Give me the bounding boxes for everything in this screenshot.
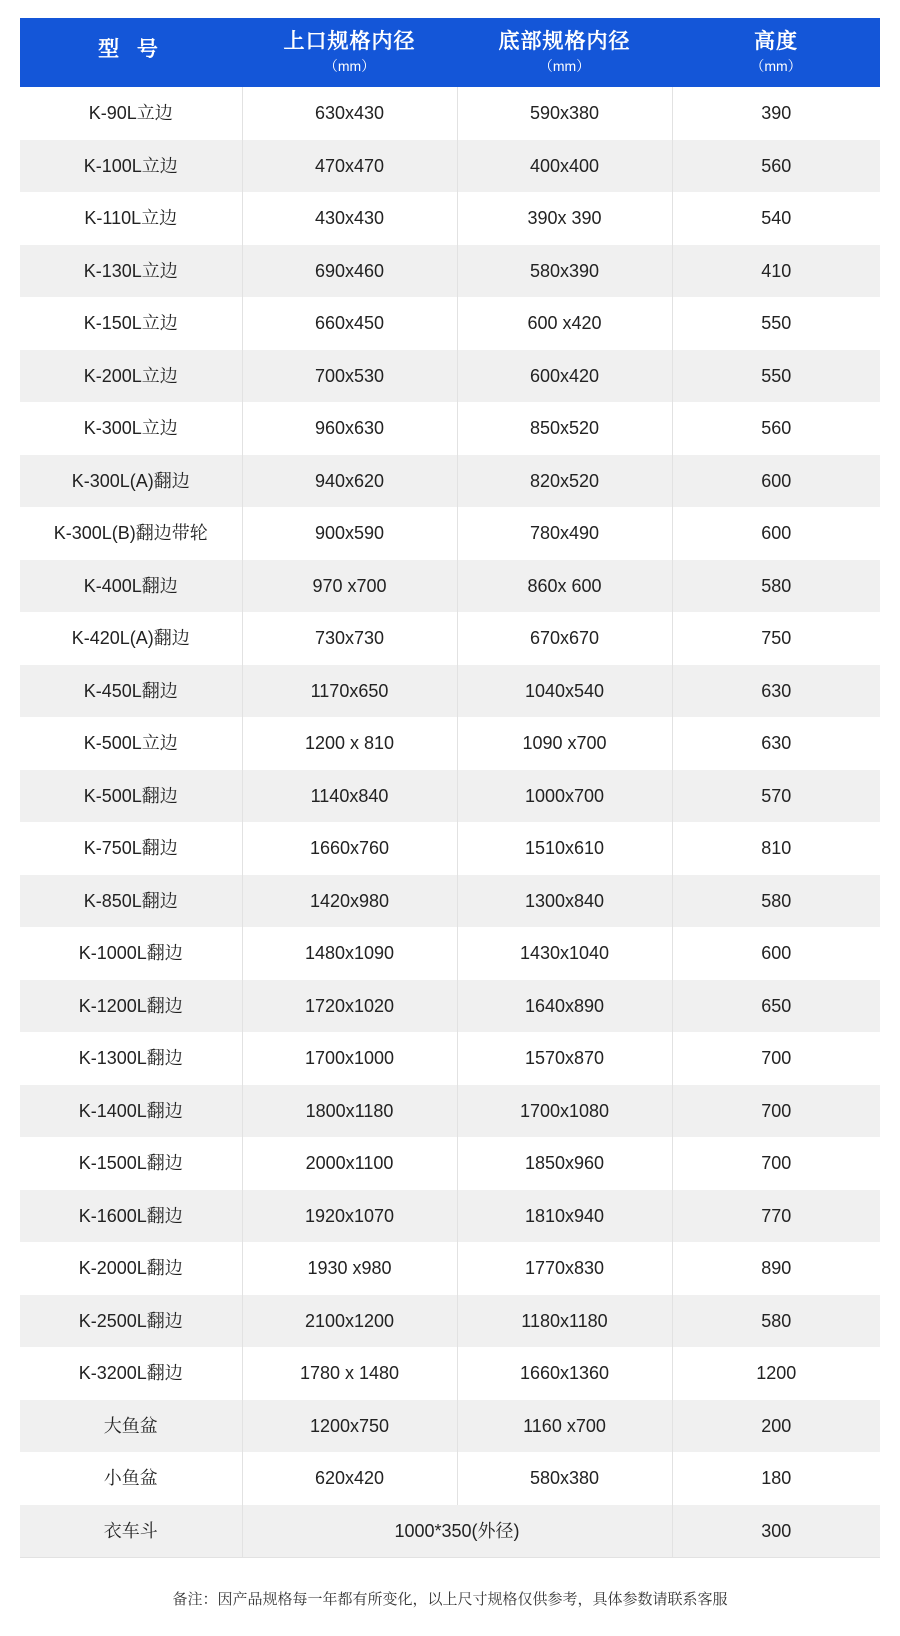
cell-bottom-size: 1300x840 — [457, 875, 672, 928]
cell-bottom-size: 590x380 — [457, 87, 672, 140]
cell-top-size: 730x730 — [242, 612, 457, 665]
cell-model: K-150L立边 — [20, 297, 242, 350]
cell-bottom-size: 580x390 — [457, 245, 672, 298]
column-header-model — [20, 18, 242, 87]
cell-model: 大鱼盆 — [20, 1400, 242, 1453]
cell-height: 700 — [672, 1032, 880, 1085]
cell-height: 580 — [672, 1295, 880, 1348]
cell-height: 630 — [672, 717, 880, 770]
table-row — [20, 1347, 880, 1400]
specification-table — [20, 18, 880, 1558]
cell-bottom-size: 1040x540 — [457, 665, 672, 718]
table-row — [20, 1505, 880, 1558]
table-row — [20, 875, 880, 928]
table-row — [20, 1032, 880, 1085]
table-row — [20, 1137, 880, 1190]
cell-height: 650 — [672, 980, 880, 1033]
table-row — [20, 87, 880, 140]
cell-top-size: 1930 x980 — [242, 1242, 457, 1295]
cell-model: K-850L翻边 — [20, 875, 242, 928]
cell-model: K-500L立边 — [20, 717, 242, 770]
cell-bottom-size: 1700x1080 — [457, 1085, 672, 1138]
cell-top-size: 2100x1200 — [242, 1295, 457, 1348]
cell-height: 810 — [672, 822, 880, 875]
cell-top-size: 470x470 — [242, 140, 457, 193]
header-row — [20, 18, 880, 87]
cell-top-size: 1140x840 — [242, 770, 457, 823]
cell-top-size: 1170x650 — [242, 665, 457, 718]
cell-height: 550 — [672, 297, 880, 350]
cell-bottom-size: 1510x610 — [457, 822, 672, 875]
cell-merged-size: 1000*350(外径) — [242, 1505, 672, 1558]
cell-top-size: 1720x1020 — [242, 980, 457, 1033]
cell-top-size: 940x620 — [242, 455, 457, 508]
cell-bottom-size: 1660x1360 — [457, 1347, 672, 1400]
cell-model: K-400L翻边 — [20, 560, 242, 613]
column-header-top-size-unit: （mm） — [323, 57, 376, 74]
cell-height: 700 — [672, 1085, 880, 1138]
cell-height: 580 — [672, 560, 880, 613]
table-row — [20, 192, 880, 245]
cell-model: K-420L(A)翻边 — [20, 612, 242, 665]
cell-height: 580 — [672, 875, 880, 928]
cell-top-size: 690x460 — [242, 245, 457, 298]
column-header-top-size — [242, 18, 457, 87]
cell-height: 180 — [672, 1452, 880, 1505]
cell-height: 200 — [672, 1400, 880, 1453]
cell-top-size: 900x590 — [242, 507, 457, 560]
table-row — [20, 1295, 880, 1348]
cell-top-size: 1780 x 1480 — [242, 1347, 457, 1400]
cell-top-size: 1200x750 — [242, 1400, 457, 1453]
cell-bottom-size: 1770x830 — [457, 1242, 672, 1295]
table-row — [20, 560, 880, 613]
cell-height: 750 — [672, 612, 880, 665]
table-header — [20, 18, 880, 87]
table-row — [20, 350, 880, 403]
cell-model: K-90L立边 — [20, 87, 242, 140]
column-header-bottom-size-title: 底部规格内径 — [498, 30, 631, 53]
table-row — [20, 665, 880, 718]
cell-height: 560 — [672, 140, 880, 193]
cell-height: 890 — [672, 1242, 880, 1295]
cell-model: K-130L立边 — [20, 245, 242, 298]
cell-model: 小鱼盆 — [20, 1452, 242, 1505]
table-row — [20, 1452, 880, 1505]
cell-top-size: 1660x760 — [242, 822, 457, 875]
cell-height: 630 — [672, 665, 880, 718]
table-row — [20, 822, 880, 875]
cell-model: K-2000L翻边 — [20, 1242, 242, 1295]
table-row — [20, 980, 880, 1033]
cell-top-size: 960x630 — [242, 402, 457, 455]
cell-model: K-750L翻边 — [20, 822, 242, 875]
cell-bottom-size: 600 x420 — [457, 297, 672, 350]
cell-model: K-1400L翻边 — [20, 1085, 242, 1138]
cell-top-size: 1200 x 810 — [242, 717, 457, 770]
cell-top-size: 630x430 — [242, 87, 457, 140]
cell-bottom-size: 1090 x700 — [457, 717, 672, 770]
table-row — [20, 1400, 880, 1453]
footer-note: 备注：因产品规格每一年都有所变化，以上尺寸规格仅供参考，具体参数请联系客服 — [172, 1591, 728, 1609]
table-row — [20, 1085, 880, 1138]
cell-top-size: 620x420 — [242, 1452, 457, 1505]
table-row — [20, 717, 880, 770]
column-header-bottom-size — [457, 18, 672, 87]
table-row — [20, 1190, 880, 1243]
table-row — [20, 402, 880, 455]
cell-model: K-300L(A)翻边 — [20, 455, 242, 508]
table-row — [20, 297, 880, 350]
cell-model: 衣车斗 — [20, 1505, 242, 1558]
cell-model: K-300L(B)翻边带轮 — [20, 507, 242, 560]
table-row — [20, 770, 880, 823]
cell-top-size: 1920x1070 — [242, 1190, 457, 1243]
cell-bottom-size: 780x490 — [457, 507, 672, 560]
column-header-model-title: 型 号 — [98, 38, 164, 62]
cell-bottom-size: 1000x700 — [457, 770, 672, 823]
cell-top-size: 1700x1000 — [242, 1032, 457, 1085]
cell-bottom-size: 1850x960 — [457, 1137, 672, 1190]
cell-bottom-size: 1180x1180 — [457, 1295, 672, 1348]
cell-height: 390 — [672, 87, 880, 140]
table-row — [20, 1242, 880, 1295]
cell-height: 1200 — [672, 1347, 880, 1400]
cell-height: 550 — [672, 350, 880, 403]
cell-top-size: 430x430 — [242, 192, 457, 245]
cell-height: 560 — [672, 402, 880, 455]
cell-height: 410 — [672, 245, 880, 298]
cell-bottom-size: 1570x870 — [457, 1032, 672, 1085]
table-row — [20, 507, 880, 560]
cell-top-size: 970 x700 — [242, 560, 457, 613]
cell-bottom-size: 1430x1040 — [457, 927, 672, 980]
column-header-top-size-title: 上口规格内径 — [283, 30, 416, 53]
cell-bottom-size: 860x 600 — [457, 560, 672, 613]
table-row — [20, 140, 880, 193]
cell-model: K-500L翻边 — [20, 770, 242, 823]
cell-model: K-2500L翻边 — [20, 1295, 242, 1348]
cell-model: K-450L翻边 — [20, 665, 242, 718]
column-header-height-title: 高度 — [754, 30, 798, 53]
cell-model: K-1300L翻边 — [20, 1032, 242, 1085]
cell-bottom-size: 850x520 — [457, 402, 672, 455]
table-row — [20, 927, 880, 980]
cell-height: 700 — [672, 1137, 880, 1190]
cell-model: K-200L立边 — [20, 350, 242, 403]
cell-bottom-size: 1810x940 — [457, 1190, 672, 1243]
cell-model: K-110L立边 — [20, 192, 242, 245]
cell-model: K-100L立边 — [20, 140, 242, 193]
cell-model: K-1600L翻边 — [20, 1190, 242, 1243]
cell-height: 300 — [672, 1505, 880, 1558]
cell-model: K-300L立边 — [20, 402, 242, 455]
cell-bottom-size: 670x670 — [457, 612, 672, 665]
cell-model: K-3200L翻边 — [20, 1347, 242, 1400]
column-header-height — [672, 18, 880, 87]
column-header-height-unit: （mm） — [750, 57, 802, 74]
cell-model: K-1500L翻边 — [20, 1137, 242, 1190]
cell-height: 540 — [672, 192, 880, 245]
cell-height: 600 — [672, 927, 880, 980]
cell-height: 600 — [672, 455, 880, 508]
table-row — [20, 245, 880, 298]
cell-bottom-size: 1640x890 — [457, 980, 672, 1033]
cell-bottom-size: 390x 390 — [457, 192, 672, 245]
cell-model: K-1000L翻边 — [20, 927, 242, 980]
table-row — [20, 612, 880, 665]
cell-height: 570 — [672, 770, 880, 823]
cell-bottom-size: 580x380 — [457, 1452, 672, 1505]
cell-top-size: 1420x980 — [242, 875, 457, 928]
cell-bottom-size: 400x400 — [457, 140, 672, 193]
cell-bottom-size: 1160 x700 — [457, 1400, 672, 1453]
cell-model: K-1200L翻边 — [20, 980, 242, 1033]
cell-top-size: 700x530 — [242, 350, 457, 403]
table-body — [20, 87, 880, 1558]
cell-top-size: 660x450 — [242, 297, 457, 350]
column-header-bottom-size-unit: （mm） — [538, 57, 591, 74]
cell-top-size: 2000x1100 — [242, 1137, 457, 1190]
cell-height: 770 — [672, 1190, 880, 1243]
cell-bottom-size: 600x420 — [457, 350, 672, 403]
cell-bottom-size: 820x520 — [457, 455, 672, 508]
cell-height: 600 — [672, 507, 880, 560]
cell-top-size: 1800x1180 — [242, 1085, 457, 1138]
cell-top-size: 1480x1090 — [242, 927, 457, 980]
table-row — [20, 455, 880, 508]
